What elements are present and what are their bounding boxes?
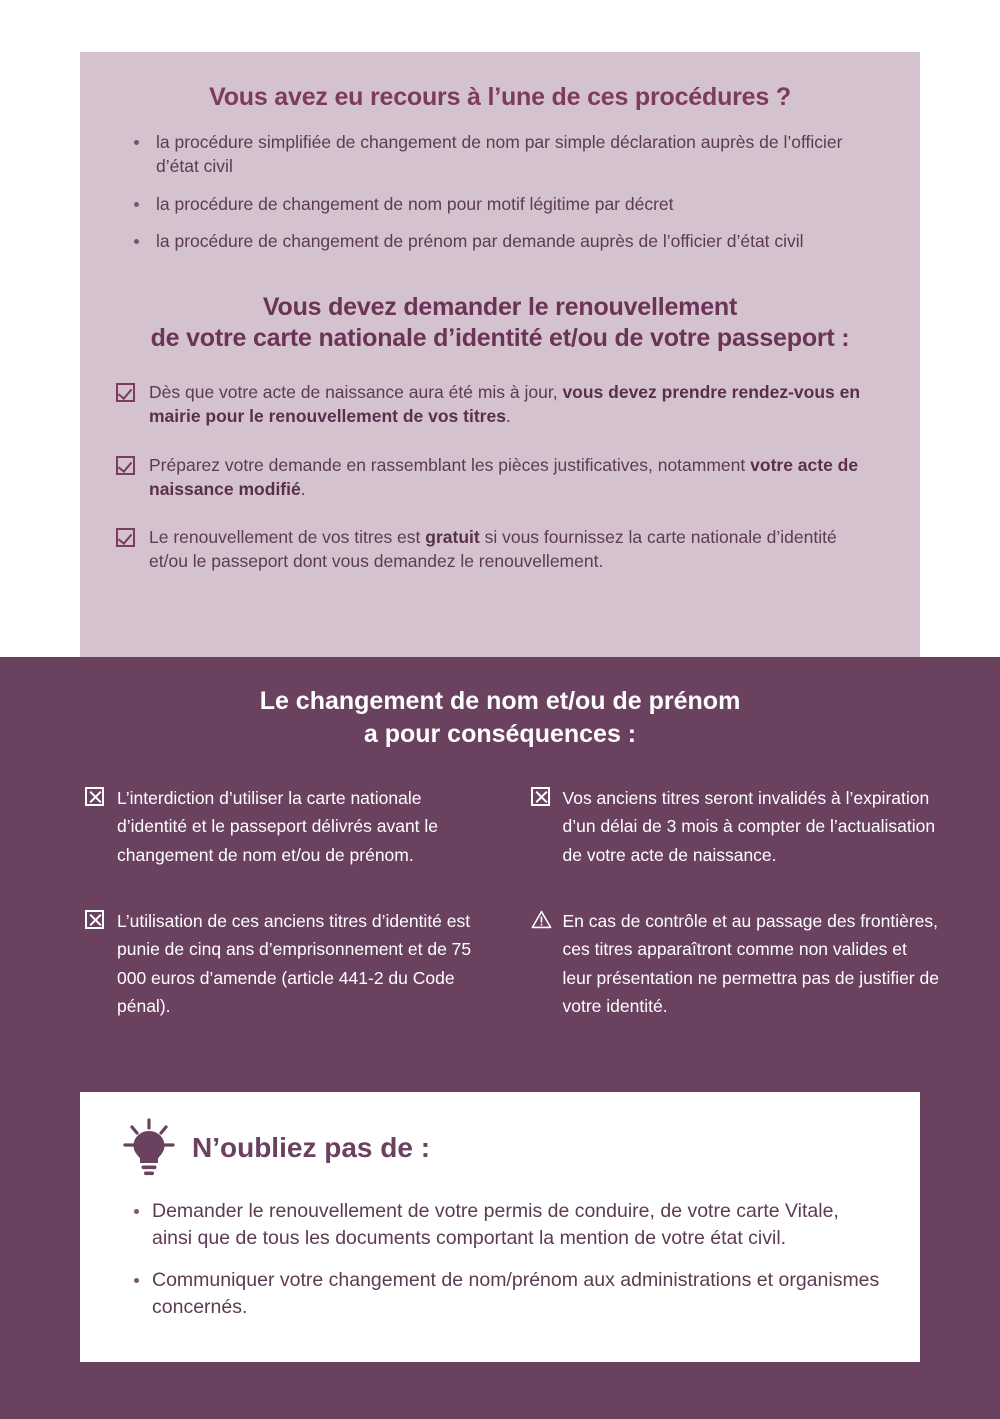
- checkbox-checked-icon: [116, 456, 135, 475]
- check-2-pre: Préparez votre demande en rassemblant les pièces justificatives, notamment: [149, 454, 751, 475]
- check-1-pre: Dès que votre acte de naissance aura été mis à jour,: [149, 382, 563, 403]
- renewal-heading-line1: Vous devez demander le renouvellement: [262, 292, 738, 321]
- x-box-icon: [85, 910, 104, 929]
- list-item: la procédure simplifiée de changement de nom par simple déclaration auprès de l’officier d’état civil: [120, 131, 884, 178]
- checklist-item-text: [149, 453, 879, 501]
- consequence-item: [85, 784, 495, 869]
- lightbulb-icon: [120, 1118, 178, 1178]
- consequence-item: [531, 784, 941, 869]
- renewal-heading: [116, 292, 884, 355]
- reminder-card: [80, 1092, 920, 1362]
- consequences-left-column: [85, 784, 495, 1058]
- check-1-bold: vous devez prendre rendez-vous en mairie pour le renouvellement de vos titres: [149, 382, 861, 427]
- consequences-heading-line1: Le changement de nom et/ou de prénom: [259, 687, 741, 715]
- check-1-post: .: [505, 406, 511, 427]
- check-2-bold: votre acte de naissance modifié: [149, 454, 859, 499]
- consequences-columns: [85, 784, 940, 1058]
- x-box-icon: [531, 787, 550, 806]
- consequences-heading-line2: a pour conséquences :: [363, 719, 637, 748]
- renewal-heading-line2: de votre carte nationale d’identité et/ou de votre passeport :: [150, 324, 850, 352]
- consequence-text: L’utilisation de ces anciens titres d’identité est punie de cinq ans d’emprisonnement et de 75 000 euros d’amende (article 441-2 du Code pénal).: [117, 911, 472, 1017]
- consequences-heading: [0, 657, 1000, 750]
- warning-triangle-icon: [531, 910, 552, 929]
- list-item: la procédure de changement de prénom par demande auprès de l’officier d’état civil: [120, 230, 884, 254]
- x-box-icon: [85, 787, 104, 806]
- reminder-heading: N’oubliez pas de :: [192, 1132, 431, 1163]
- consequence-text: Vos anciens titres seront invalidés à l’expiration d’un délai de 3 mois à compter de l’actualisation de votre acte de naissance.: [562, 788, 936, 865]
- list-item: Communiquer votre changement de nom/prénom aux administrations et organismes concernés.: [124, 1267, 880, 1322]
- consequence-item: [531, 907, 941, 1020]
- check-3-pre: Le renouvellement de vos titres est: [149, 526, 426, 547]
- consequence-item: [85, 907, 495, 1020]
- procedures-list: [116, 131, 884, 254]
- checklist-item: [116, 380, 884, 428]
- reminder-header: [120, 1118, 880, 1178]
- checklist-item-text: [149, 380, 879, 428]
- renewal-checklist: [116, 380, 884, 573]
- checklist-item: [116, 453, 884, 501]
- check-2-post: .: [300, 478, 306, 499]
- reminder-list: [120, 1198, 880, 1321]
- consequence-text: En cas de contrôle et au passage des frontières, ces titres apparaîtront comme non valides et leur présentation ne permettra pas de justifier de votre identité.: [562, 911, 939, 1017]
- list-item: Demander le renouvellement de votre permis de conduire, de votre carte Vitale, ainsi que de tous les documents comportant la mention de votre état civil.: [124, 1198, 880, 1253]
- list-item: la procédure de changement de nom pour motif légitime par décret: [120, 193, 884, 217]
- consequence-text: L’interdiction d’utiliser la carte nationale d’identité et le passeport délivrés avant le changement de nom et/ou de prénom.: [117, 788, 439, 865]
- checklist-item: [116, 525, 884, 573]
- checkbox-checked-icon: [116, 383, 135, 402]
- procedures-panel: [80, 52, 920, 657]
- check-3-post: si vous fournissez la carte nationale d’identité et/ou le passeport dont vous demandez le renouvellement.: [149, 526, 837, 571]
- procedures-heading: Vous avez eu recours à l’une de ces procédures ?: [209, 83, 791, 111]
- checkbox-checked-icon: [116, 528, 135, 547]
- check-3-bold: gratuit: [425, 526, 480, 547]
- consequences-right-column: [531, 784, 941, 1058]
- checklist-item-text: [149, 525, 879, 573]
